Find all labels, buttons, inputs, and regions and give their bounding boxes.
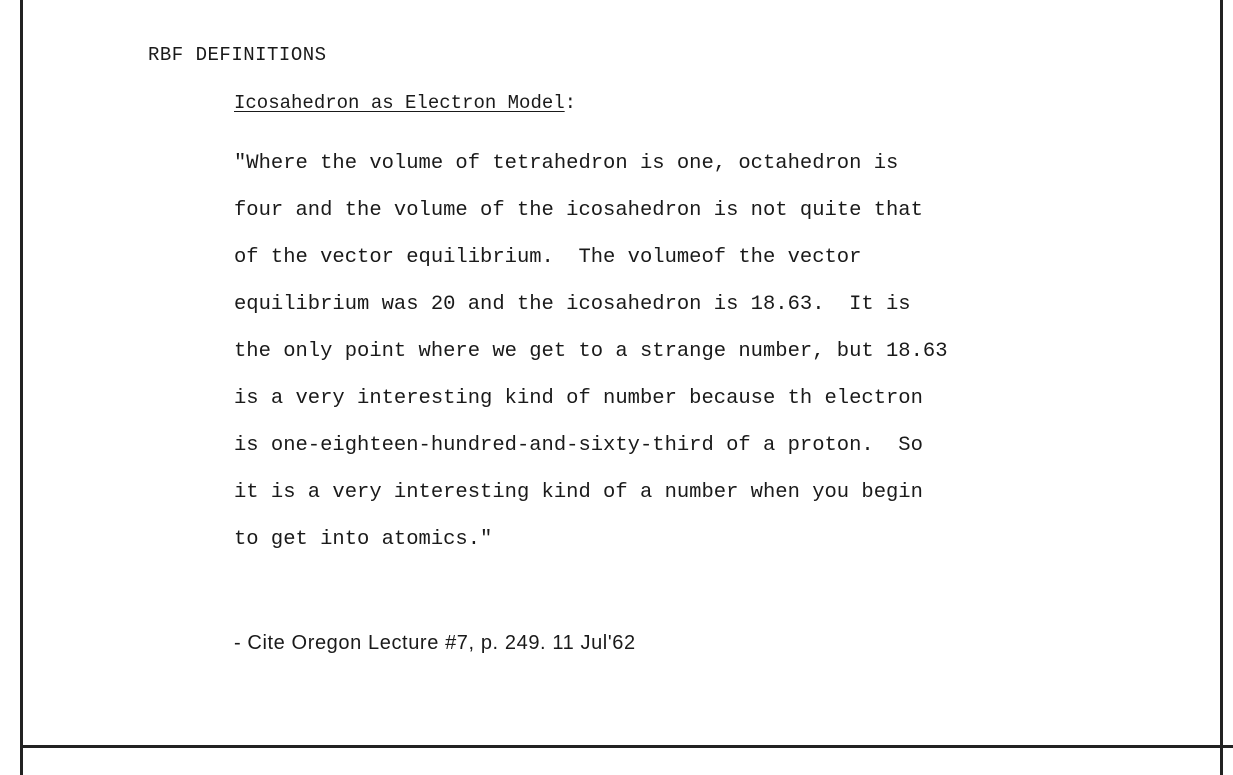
card-right-border — [1220, 0, 1223, 775]
quote-line: "Where the volume of tetrahedron is one, octahedron is — [234, 152, 899, 175]
quote-line: is one-eighteen-hundred-and-sixty-third of a proton. So — [234, 434, 923, 457]
definition-title-text: Icosahedron as Electron Model — [234, 92, 565, 114]
quote-line: four and the volume of the icosahedron is not quite that — [234, 199, 923, 222]
card-left-border — [20, 0, 23, 775]
quote-line: it is a very interesting kind of a number when you begin — [234, 481, 923, 504]
citation: - Cite Oregon Lecture #7, p. 249. 11 Jul'62 — [234, 632, 636, 654]
quote-block — [234, 140, 948, 563]
quote-line: is a very interesting kind of number because th electron — [234, 387, 923, 410]
quote-line: the only point where we get to a strange number, but 18.63 — [234, 340, 948, 363]
quote-line: of the vector equilibrium. The volumeof the vector — [234, 246, 862, 269]
card-bottom-border — [20, 745, 1233, 748]
quote-line: equilibrium was 20 and the icosahedron is 18.63. It is — [234, 293, 911, 316]
definition-title — [234, 92, 576, 114]
card-heading: RBF DEFINITIONS — [148, 44, 327, 66]
definition-title-colon: : — [564, 92, 577, 114]
quote-line: to get into atomics." — [234, 528, 493, 551]
